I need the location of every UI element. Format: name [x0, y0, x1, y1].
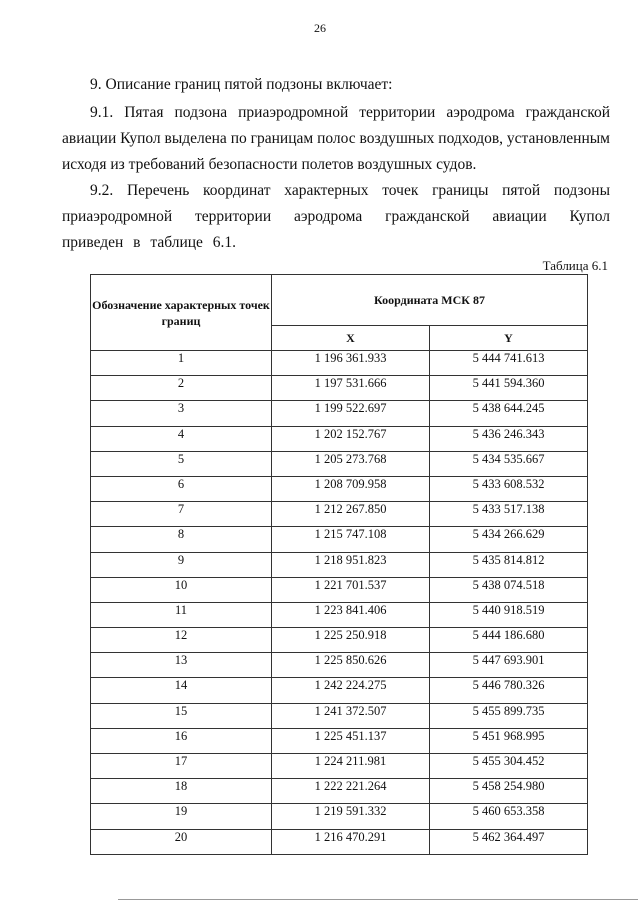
page-number: 26	[314, 21, 326, 35]
header-x: X	[272, 326, 430, 351]
point-number: 20	[91, 829, 272, 854]
header-coordinate-system: Координата МСК 87	[272, 275, 588, 326]
x-value: 1 208 709.958	[272, 476, 430, 501]
table-row	[91, 779, 588, 804]
table-caption: Таблица 6.1	[542, 258, 608, 273]
point-number: 19	[91, 804, 272, 829]
x-value: 1 215 747.108	[272, 527, 430, 552]
x-value: 1 218 951.823	[272, 552, 430, 577]
y-value: 5 434 535.667	[430, 451, 588, 476]
table-row	[91, 754, 588, 779]
point-number: 15	[91, 703, 272, 728]
y-value: 5 434 266.629	[430, 527, 588, 552]
y-value: 5 455 899.735	[430, 703, 588, 728]
coordinates-table	[90, 274, 588, 855]
point-number: 11	[91, 602, 272, 627]
table-row	[91, 577, 588, 602]
x-value: 1 225 451.137	[272, 728, 430, 753]
x-value: 1 212 267.850	[272, 502, 430, 527]
y-value: 5 451 968.995	[430, 728, 588, 753]
x-value: 1 202 152.767	[272, 426, 430, 451]
table-row	[91, 628, 588, 653]
table-row	[91, 426, 588, 451]
point-number: 14	[91, 678, 272, 703]
x-value: 1 197 531.666	[272, 376, 430, 401]
x-value: 1 242 224.275	[272, 678, 430, 703]
x-value: 1 225 850.626	[272, 653, 430, 678]
table-row	[91, 351, 588, 376]
table-row	[91, 703, 588, 728]
y-value: 5 446 780.326	[430, 678, 588, 703]
point-number: 1	[91, 351, 272, 376]
table-row	[91, 602, 588, 627]
point-number: 7	[91, 502, 272, 527]
y-value: 5 455 304.452	[430, 754, 588, 779]
y-value: 5 438 644.245	[430, 401, 588, 426]
point-number: 5	[91, 451, 272, 476]
table-row	[91, 401, 588, 426]
x-value: 1 199 522.697	[272, 401, 430, 426]
point-number: 12	[91, 628, 272, 653]
y-value: 5 460 653.358	[430, 804, 588, 829]
y-value: 5 438 074.518	[430, 577, 588, 602]
y-value: 5 447 693.901	[430, 653, 588, 678]
paragraph-9-2: 9.2. Перечень координат характерных точек границы пятой подзоны приаэродромной территории аэродрома гражданской авиации Купол приведен в таблице 6.1.	[62, 182, 610, 251]
table-row	[91, 376, 588, 401]
table-row	[91, 678, 588, 703]
point-number: 17	[91, 754, 272, 779]
point-number: 2	[91, 376, 272, 401]
y-value: 5 436 246.343	[430, 426, 588, 451]
x-value: 1 196 361.933	[272, 351, 430, 376]
x-value: 1 216 470.291	[272, 829, 430, 854]
y-value: 5 444 186.680	[430, 628, 588, 653]
table-row	[91, 451, 588, 476]
x-value: 1 241 372.507	[272, 703, 430, 728]
table-row	[91, 502, 588, 527]
y-value: 5 435 814.812	[430, 552, 588, 577]
table-row	[91, 552, 588, 577]
x-value: 1 221 701.537	[272, 577, 430, 602]
x-value: 1 219 591.332	[272, 804, 430, 829]
point-number: 16	[91, 728, 272, 753]
point-number: 6	[91, 476, 272, 501]
table-row	[91, 728, 588, 753]
x-value: 1 222 221.264	[272, 779, 430, 804]
table-row	[91, 804, 588, 829]
y-value: 5 433 517.138	[430, 502, 588, 527]
header-y: Y	[430, 326, 588, 351]
y-value: 5 458 254.980	[430, 779, 588, 804]
header-point-designation: Обозначение характерных точек границ	[91, 275, 272, 351]
point-number: 9	[91, 552, 272, 577]
y-value: 5 433 608.532	[430, 476, 588, 501]
paragraph-9: 9. Описание границ пятой подзоны включает:	[90, 76, 393, 93]
point-number: 18	[91, 779, 272, 804]
table-row	[91, 653, 588, 678]
point-number: 8	[91, 527, 272, 552]
point-number: 10	[91, 577, 272, 602]
y-value: 5 440 918.519	[430, 602, 588, 627]
x-value: 1 223 841.406	[272, 602, 430, 627]
point-number: 13	[91, 653, 272, 678]
table-row	[91, 527, 588, 552]
point-number: 3	[91, 401, 272, 426]
table-row	[91, 476, 588, 501]
paragraph-9-1: 9.1. Пятая подзона приаэродромной территории аэродрома гражданской авиации Купол выделена по границам полос воздушных подходов, установленным исходя из требований безопасности полетов воздушных судов.	[62, 104, 610, 173]
x-value: 1 224 211.981	[272, 754, 430, 779]
bottom-rule	[118, 899, 638, 900]
x-value: 1 225 250.918	[272, 628, 430, 653]
x-value: 1 205 273.768	[272, 451, 430, 476]
y-value: 5 462 364.497	[430, 829, 588, 854]
point-number: 4	[91, 426, 272, 451]
y-value: 5 444 741.613	[430, 351, 588, 376]
table-row	[91, 829, 588, 854]
coordinates-table-body	[91, 351, 588, 855]
y-value: 5 441 594.360	[430, 376, 588, 401]
